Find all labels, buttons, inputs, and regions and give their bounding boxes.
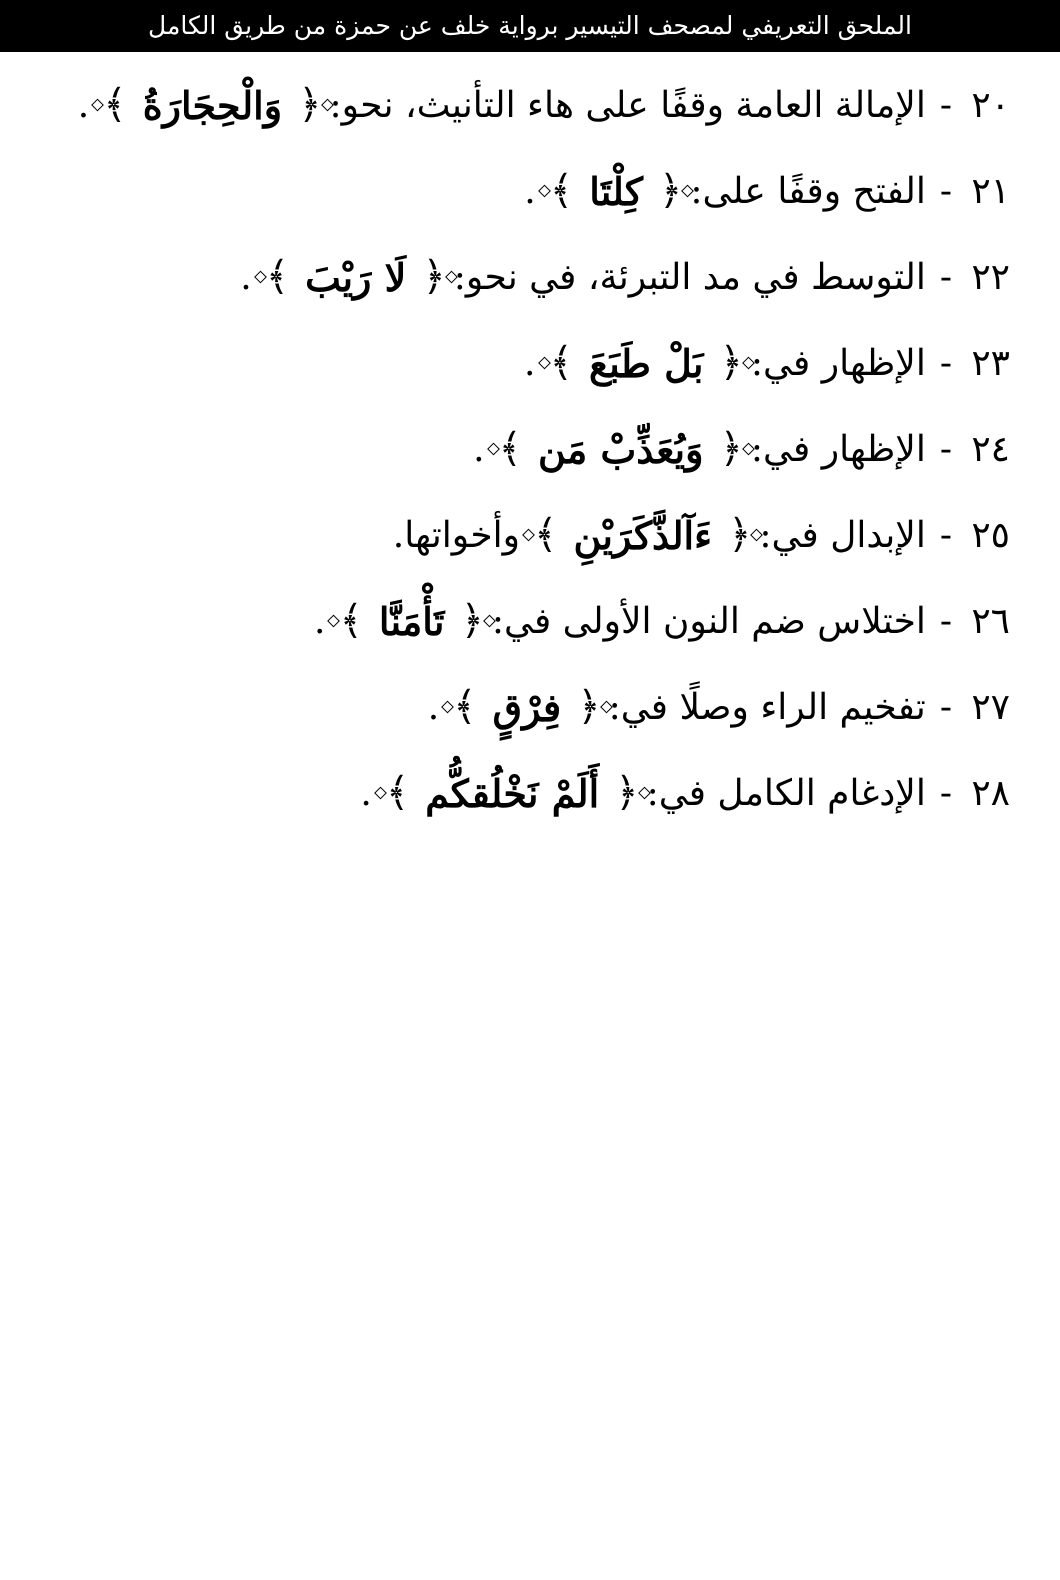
ornate-bracket-open-icon: ﴿ (727, 512, 752, 558)
item-dash: - (939, 514, 952, 556)
item-tail: . (360, 772, 372, 814)
list-item (50, 406, 1010, 492)
item-number: ٢٥ (971, 514, 1010, 556)
item-text: الفتح وقفًا على: (690, 170, 926, 212)
list-item (50, 234, 1010, 320)
item-dash: - (939, 772, 952, 814)
item-text: الإظهار في: (750, 342, 926, 384)
ornate-bracket-close-icon: ﴾ (453, 684, 477, 730)
list-item (50, 148, 1010, 234)
quran-quote (384, 771, 641, 816)
ornate-bracket-open-icon: ﴿ (422, 254, 446, 300)
list-item (50, 320, 1010, 406)
item-text: اختلاس ضم النون الأولى في: (491, 600, 926, 642)
list-item (50, 750, 1010, 836)
item-number: ٢٧ (971, 686, 1010, 728)
item-tail: . (77, 84, 90, 126)
item-number: ٢٤ (971, 428, 1010, 470)
item-tail: . (240, 256, 252, 298)
item-text: الإبدال في: (759, 514, 926, 556)
ornate-bracket-close-icon: ﴾ (549, 340, 573, 386)
quran-word: فِرْقٍ (492, 684, 562, 730)
item-dash: - (939, 428, 952, 470)
quran-quote (548, 169, 685, 214)
list-item (50, 664, 1010, 750)
quran-word: ءَآلذَّكَرَيْنِ (573, 512, 712, 558)
quran-word: كِلْتَا (589, 168, 643, 214)
quran-quote (264, 255, 448, 300)
ornate-bracket-open-icon: ﴿ (719, 340, 743, 386)
item-text: الإدغام الكامل في: (646, 772, 926, 814)
item-text: الإمالة العامة وقفًا على هاء التأنيث، نحو: (329, 84, 926, 126)
item-text: تفخيم الراء وصلًا في: (608, 686, 926, 728)
item-number: ٢٨ (971, 772, 1010, 814)
quran-quote (101, 83, 323, 128)
item-dash: - (939, 600, 952, 642)
item-dash: - (939, 342, 952, 384)
item-dash: - (939, 170, 952, 212)
item-tail: . (524, 170, 536, 212)
ornate-bracket-close-icon: ﴾ (498, 426, 522, 472)
quran-quote (337, 599, 485, 644)
quran-word: تَأْمَنَّا (378, 598, 445, 644)
item-number: ٢٢ (971, 256, 1010, 298)
quran-quote (497, 427, 745, 472)
item-tail: . (524, 342, 536, 384)
quran-word: بَلْ طَبَعَ (588, 340, 704, 386)
rules-list (50, 62, 1010, 836)
item-number: ٢٦ (971, 600, 1010, 642)
item-text: الإظهار في: (750, 428, 926, 470)
ornate-bracket-open-icon: ﴿ (615, 770, 639, 816)
list-item (50, 578, 1010, 664)
quran-quote (548, 341, 745, 386)
header-title: الملحق التعريفي لمصحف التيسير برواية خلف عن حمزة من طريق الكامل (148, 10, 912, 40)
ornate-bracket-close-icon: ﴾ (549, 168, 574, 214)
item-number: ٢١ (971, 170, 1010, 212)
quran-word: أَلَمْ نَخْلُقكُّم (425, 770, 600, 816)
ornate-bracket-close-icon: ﴾ (265, 254, 290, 300)
item-tail: . (427, 686, 440, 728)
item-dash: - (939, 256, 952, 298)
item-tail: وأخواتها. (392, 514, 521, 556)
ornate-bracket-close-icon: ﴾ (534, 512, 558, 558)
list-item (50, 492, 1010, 578)
item-number: ٢٣ (971, 342, 1010, 384)
ornate-bracket-open-icon: ﴿ (658, 168, 683, 214)
quran-word: وَالْحِجَارَةُ (142, 82, 283, 128)
quran-quote (451, 685, 603, 730)
ornate-bracket-close-icon: ﴾ (339, 598, 363, 644)
ornate-bracket-open-icon: ﴿ (577, 684, 601, 730)
header-bar (0, 0, 1060, 52)
ornate-bracket-open-icon: ﴿ (719, 426, 743, 472)
item-text: التوسط في مد التبرئة، في نحو: (453, 256, 926, 298)
item-tail: . (473, 428, 485, 470)
ornate-bracket-close-icon: ﴾ (103, 82, 127, 128)
list-item (50, 62, 1010, 148)
quran-quote (532, 513, 753, 558)
item-dash: - (939, 84, 952, 126)
ornate-bracket-open-icon: ﴿ (460, 598, 484, 644)
ornate-bracket-close-icon: ﴾ (385, 770, 410, 816)
quran-word: وَيُعَذِّبْ مَن (537, 426, 704, 472)
item-number: ٢٠ (971, 84, 1010, 126)
item-dash: - (939, 686, 952, 728)
ornate-bracket-open-icon: ﴿ (298, 82, 322, 128)
item-tail: . (313, 600, 326, 642)
quran-word: لَا رَيْبَ (305, 254, 407, 300)
